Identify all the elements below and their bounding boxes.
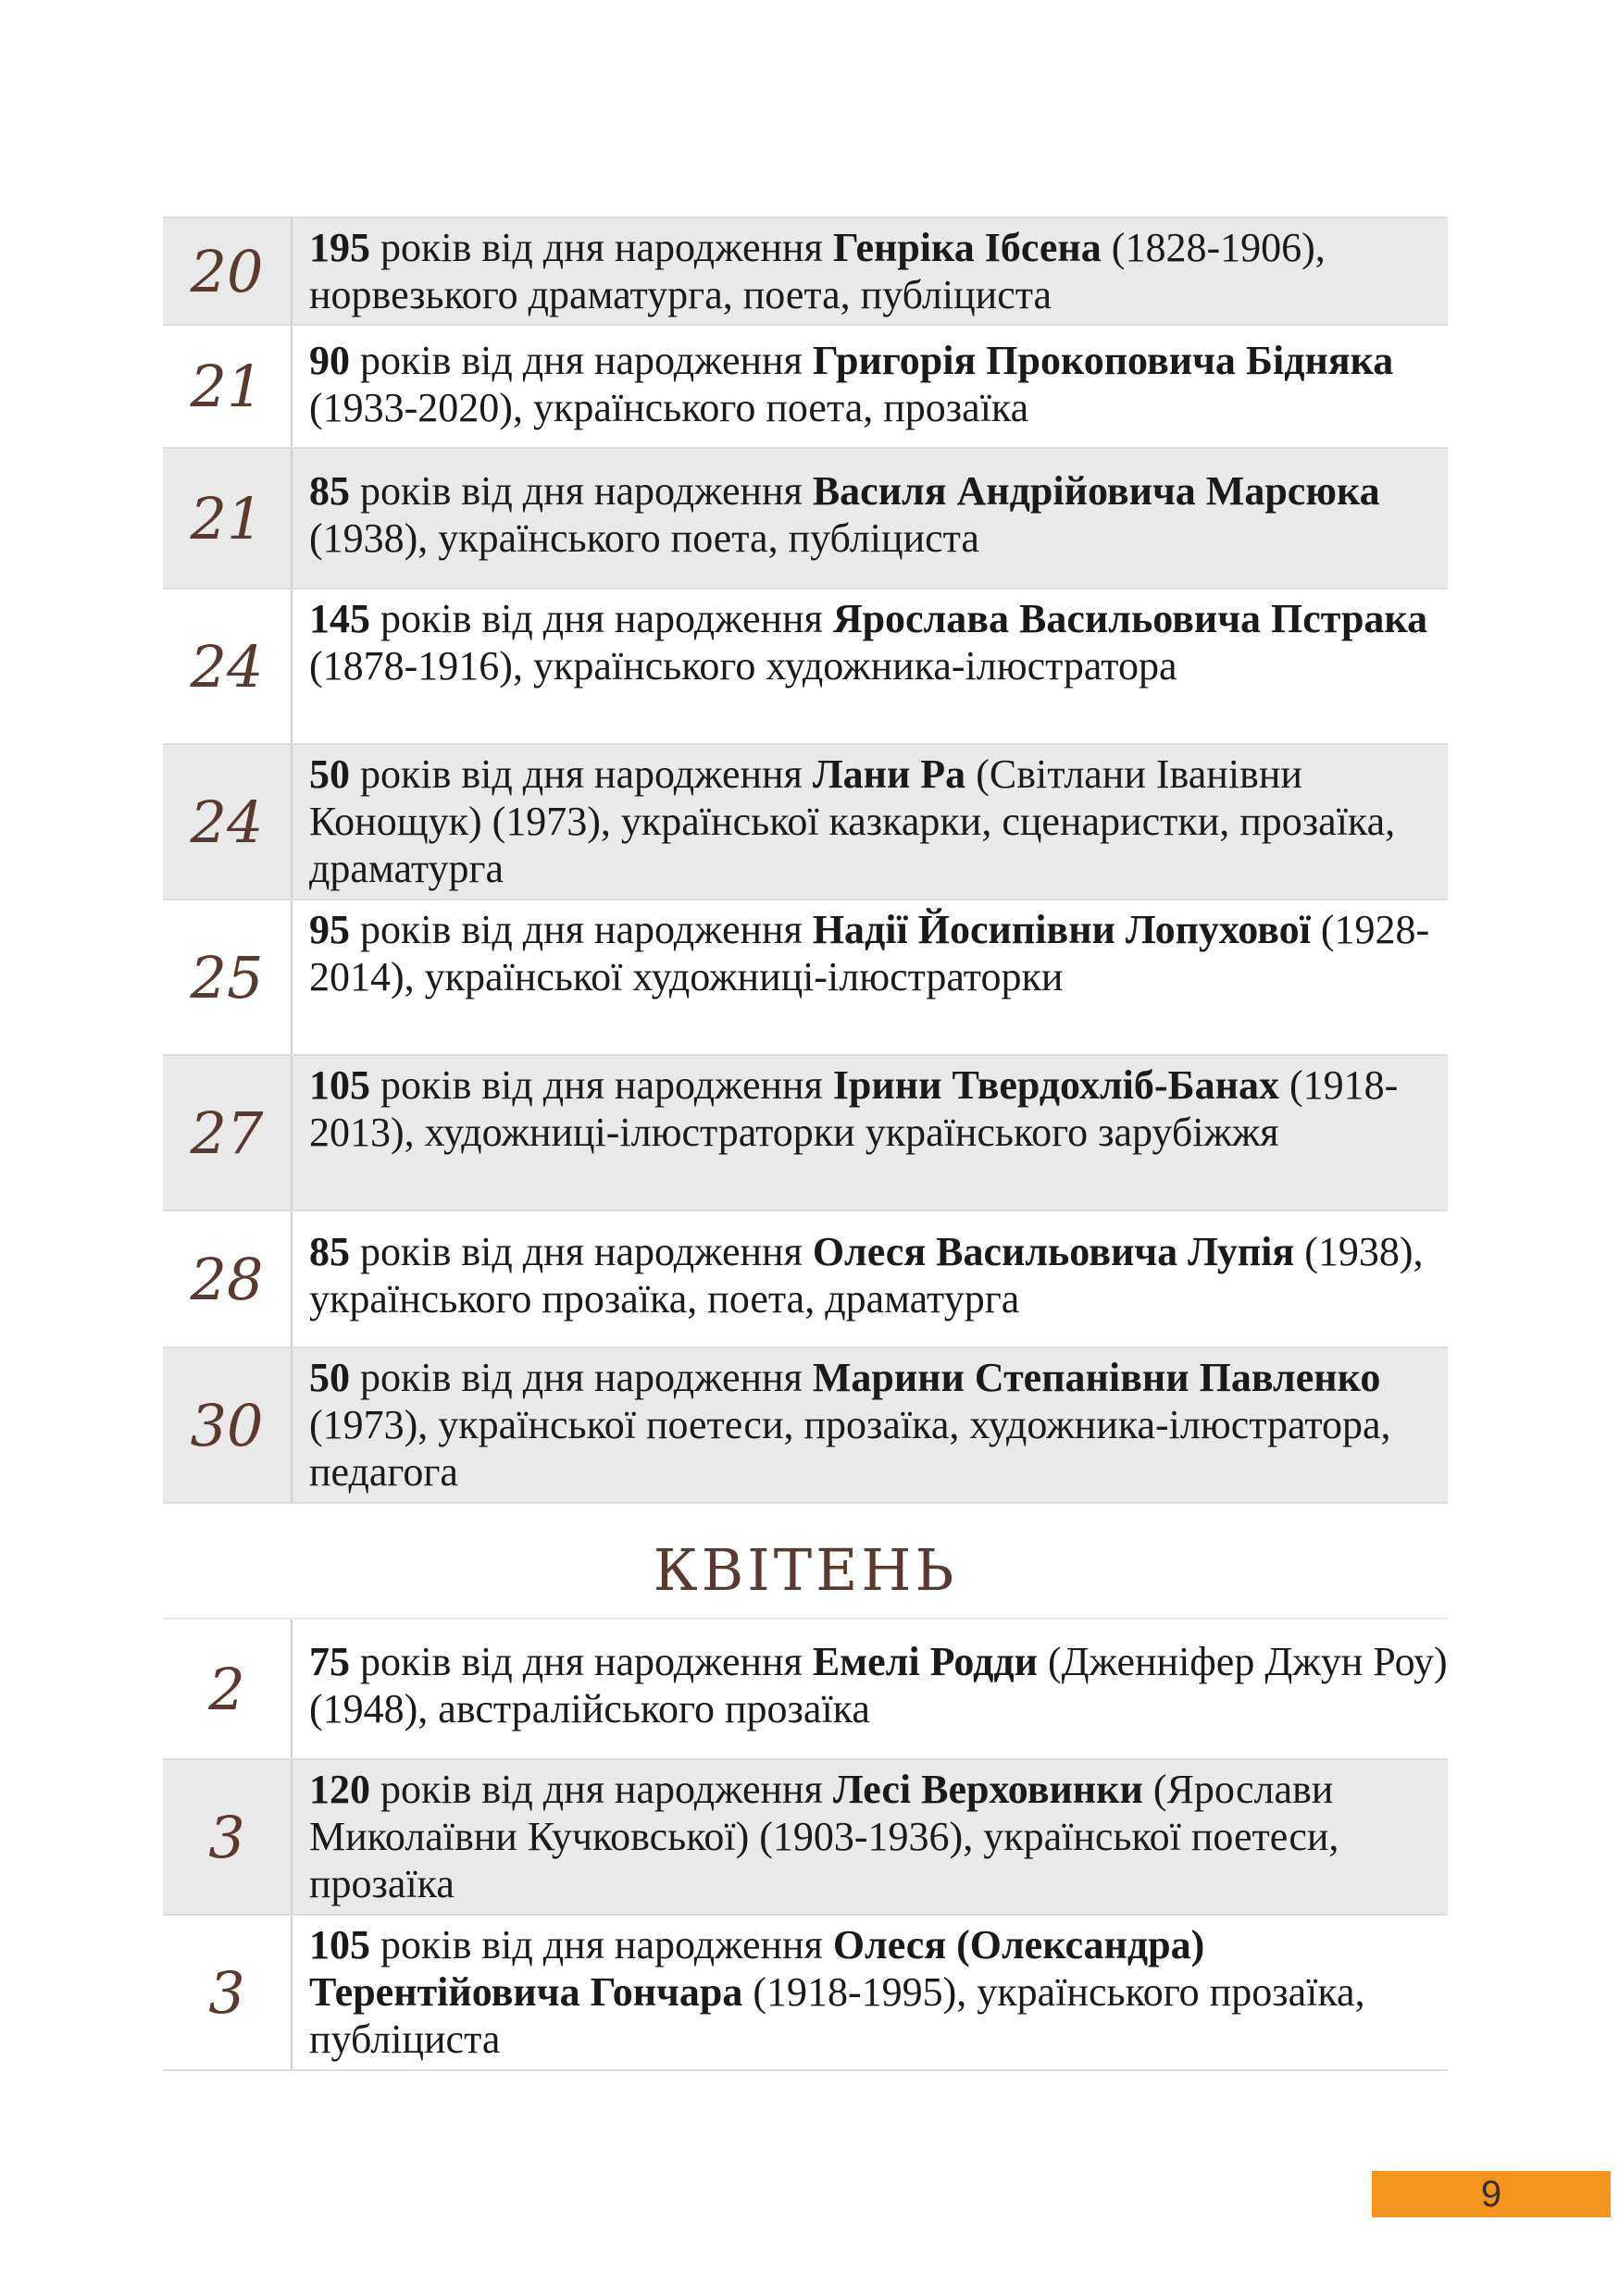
table-row — [163, 1056, 1448, 1211]
table-row — [163, 900, 1448, 1056]
event-cell: 50 років від дня народження Лани Ра (Світлани Іванівни Конощук) (1973), української казкарки, сценаристки, прозаїка, драматурга — [309, 751, 1396, 891]
page-number: 9 — [1372, 2171, 1611, 2217]
date-cell: 25 — [163, 900, 293, 1054]
table-row — [163, 1620, 1448, 1760]
date-cell: 21 — [163, 326, 293, 447]
event-cell: 90 років від дня народження Григорія Прокоповича Бідняка (1933-2020), українського поета, прозаїка — [309, 338, 1394, 430]
table-row — [163, 745, 1448, 900]
date-cell: 28 — [163, 1211, 293, 1347]
table-row — [163, 218, 1448, 326]
table-row — [163, 326, 1448, 449]
event-cell: 95 років від дня народження Надії Йосипівни Лопухової (1928-2014), української художниці-ілюстраторки — [309, 907, 1430, 999]
event-cell: 105 років від дня народження Ірини Твердохліб-Банах (1918-2013), художниці-ілюстраторки українського зарубіжжя — [309, 1062, 1399, 1155]
date-cell: 24 — [163, 590, 293, 743]
date-cell: 3 — [163, 1916, 293, 2069]
table-row — [163, 1760, 1448, 1916]
event-cell: 85 років від дня народження Олеся Васильовича Лупія (1938), українського прозаїка, поета, драматурга — [309, 1229, 1424, 1322]
event-cell: 145 років від дня народження Ярослава Васильовича Пстрака (1878-1916), українського художника-ілюстратора — [309, 596, 1428, 689]
date-cell: 30 — [163, 1348, 293, 1502]
date-cell: 2 — [163, 1620, 293, 1758]
table-row — [163, 1211, 1448, 1348]
date-cell: 3 — [163, 1760, 293, 1914]
date-cell: 24 — [163, 745, 293, 899]
table-row — [163, 590, 1448, 745]
event-cell: 85 років від дня народження Василя Андрійовича Марсюка (1938), українського поета, публіциста — [309, 468, 1380, 561]
date-cell: 27 — [163, 1056, 293, 1210]
month-heading: КВІТЕНЬ — [653, 1536, 958, 1604]
table-row — [163, 449, 1448, 590]
event-cell: 50 років від дня народження Марини Степанівни Павленко (1973), української поетеси, прозаїка, художника-ілюстратора, педагога — [309, 1355, 1391, 1495]
date-cell: 20 — [163, 218, 293, 324]
table-row — [163, 1916, 1448, 2071]
event-cell: 75 років від дня народження Емелі Родди (Дженніфер Джун Роу) (1948), австралійського прозаїка — [309, 1639, 1448, 1731]
event-cell: 105 років від дня народження Олеся (Олександра) Терентійовича Гончара (1918-1995), українського прозаїка, публіциста — [309, 1922, 1365, 2062]
march-anniversaries-table — [163, 217, 1448, 1504]
date-cell: 21 — [163, 449, 293, 588]
april-anniversaries-table — [163, 1618, 1448, 2071]
event-cell: 120 років від дня народження Лесі Верховинки (Ярослави Миколаївни Кучковської) (1903-1936), української поетеси, прозаїка — [309, 1767, 1339, 1906]
event-cell: 195 років від дня народження Генріка Ібсена (1828-1906), норвезького драматурга, поета, публіциста — [309, 225, 1326, 317]
table-row — [163, 1348, 1448, 1504]
